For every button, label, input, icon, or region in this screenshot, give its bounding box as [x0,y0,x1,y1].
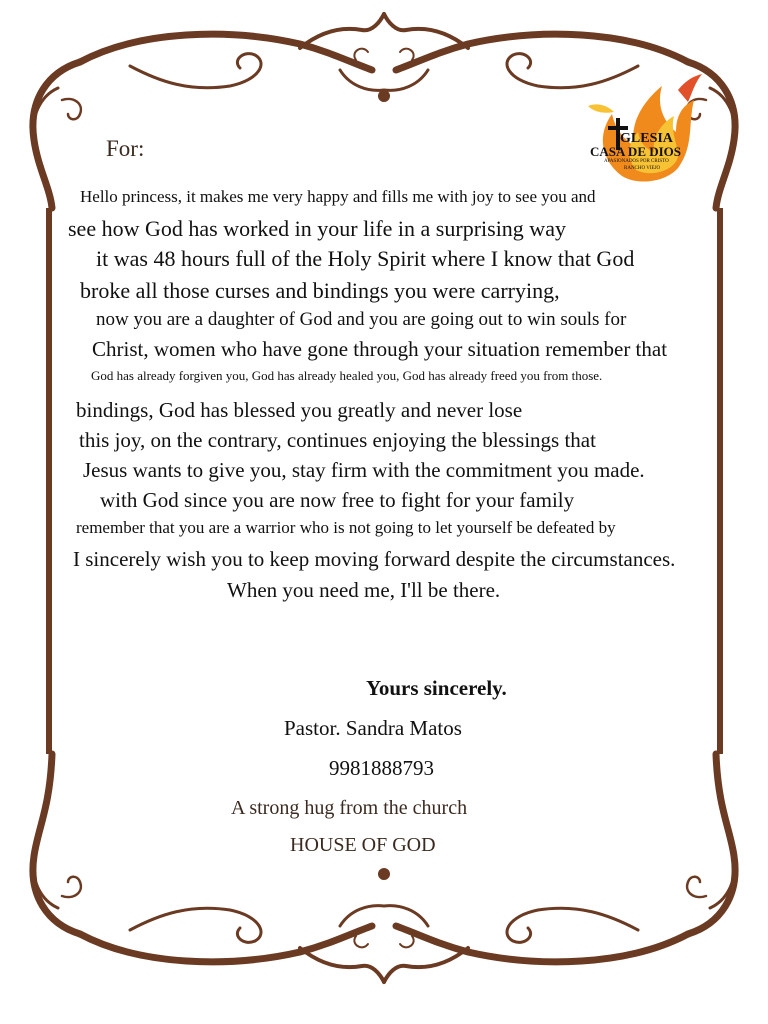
letter-line-8: bindings, God has blessed you greatly and never lose [76,398,523,422]
letter-line-14: When you need me, I'll be there. [227,578,501,602]
signature-name: Pastor. Sandra Matos [284,716,462,740]
letter-line-13: I sincerely wish you to keep moving forward despite the circumstances. [73,547,676,571]
letter-line-1: Hello princess, it makes me very happy and fills me with joy to see you and [80,187,596,206]
letter-line-10: Jesus wants to give you, stay firm with the commitment you made. [83,458,645,482]
church-name: HOUSE OF GOD [290,834,436,856]
hug-line: A strong hug from the church [231,797,468,819]
closing-text: Yours sincerely. [366,676,507,700]
letter-line-12: remember that you are a warrior who is not going to let yourself be defeated by [76,518,616,537]
logo-line-2: CASA DE DIOS [590,144,682,159]
church-logo [582,66,706,186]
letter-line-3: it was 48 hours full of the Holy Spirit where I know that God [96,246,635,271]
letter-line-5: now you are a daughter of God and you are going out to win souls for [96,309,627,330]
logo-line-4: RANCHO VIEJO [624,166,661,171]
letter-line-7: God has already forgiven you, God has already healed you, God has already freed you from those. [91,368,603,383]
letter-line-9: this joy, on the contrary, continues enjoying the blessings that [79,428,596,452]
recipient-label: For: [106,136,145,161]
logo-line-3: APASIONADOS POR CRISTO [604,159,669,164]
logo-line-1: GLESIA [620,131,673,146]
letter-line-2: see how God has worked in your life in a surprising way [68,216,566,241]
phone-number: 9981888793 [329,756,434,780]
letter-line-4: broke all those curses and bindings you were carrying, [80,278,560,303]
letter-line-6: Christ, women who have gone through your situation remember that [92,337,668,361]
letter-line-11: with God since you are now free to fight for your family [100,488,575,512]
